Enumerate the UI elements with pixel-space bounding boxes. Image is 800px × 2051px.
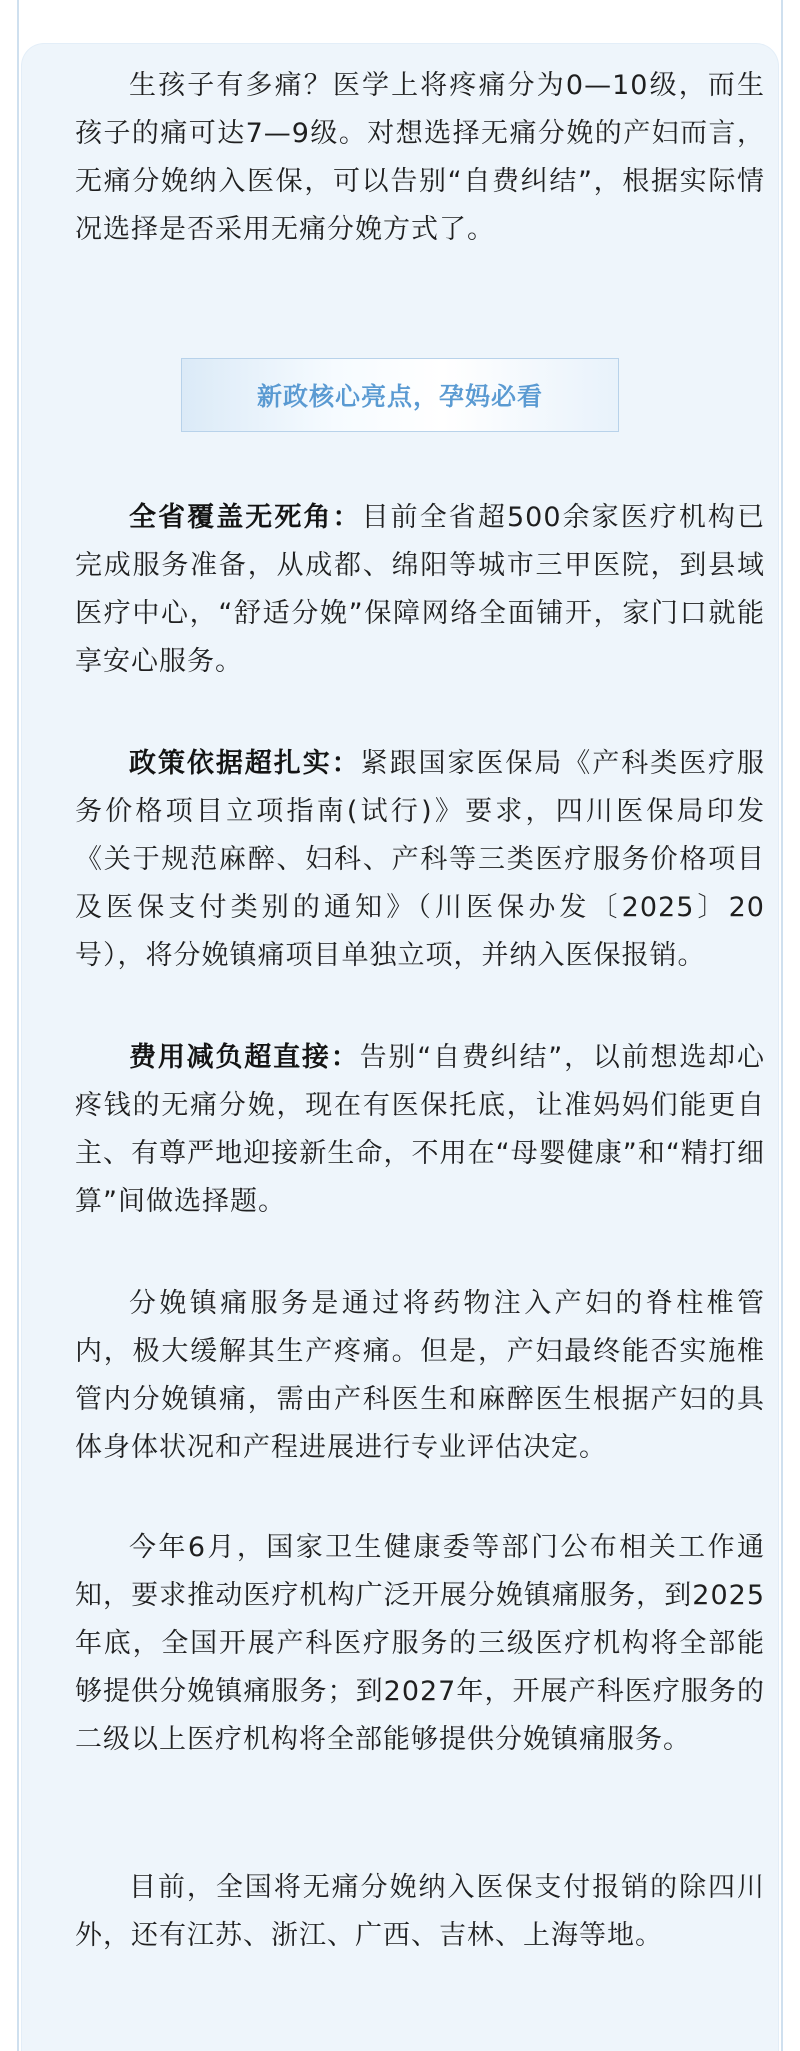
section-heading-box [181,358,619,432]
highlight-paragraph-policy [75,740,765,980]
body-paragraph-provinces: 目前，全国将无痛分娩纳入医保支付报销的除四川外，还有江苏、浙江、广西、吉林、上海等地。 [75,1872,765,1951]
highlight-text: 告别“自费纠结”，以前想选却心疼钱的无痛分娩，现在有医保托底，让准妈妈们能更自主、有尊严地迎接新生命，不用在“母婴健康”和“精打细算”间做选择题。 [75,1042,766,1217]
body-paragraph-epidural: 分娩镇痛服务是通过将药物注入产妇的脊柱椎管内，极大缓解其生产疼痛。但是，产妇最终能否实施椎管内分娩镇痛，需由产科医生和麻醉医生根据产妇的具体身体状况和产程进展进行专业评估决定。 [75,1288,765,1463]
highlight-text: 目前全省超500余家医疗机构已完成服务准备，从成都、绵阳等城市三甲医院，到县域医疗中心，“舒适分娩”保障网络全面铺开，家门口就能享安心服务。 [75,502,765,677]
intro-paragraph: 生孩子有多痛？医学上将疼痛分为0—10级，而生孩子的痛可达7—9级。对想选择无痛分娩的产妇而言，无痛分娩纳入医保，可以告别“自费纠结”，根据实际情况选择是否采用无痛分娩方式了。 [75,70,765,245]
highlight-paragraph-coverage [75,494,765,686]
section-heading: 新政核心亮点，孕妈必看 [256,382,543,411]
highlight-paragraph-cost [75,1034,765,1226]
right-border-line [781,0,783,2051]
highlight-label: 全省覆盖无死角： [129,502,362,533]
highlight-label: 政策依据超扎实： [129,748,361,779]
left-border-line [17,0,19,2051]
highlight-label: 费用减负超直接： [129,1042,360,1073]
body-paragraph-notice: 今年6月，国家卫生健康委等部门公布相关工作通知，要求推动医疗机构广泛开展分娩镇痛服务，到2025年底，全国开展产科医疗服务的三级医疗机构将全部能够提供分娩镇痛服务；到2027年，开展产科医疗服务的二级以上医疗机构将全部能够提供分娩镇痛服务。 [75,1532,765,1755]
highlight-text: 紧跟国家医保局《产科类医疗服务价格项目立项指南(试行)》要求，四川医保局印发《关于规范麻醉、妇科、产科等三类医疗服务价格项目及医保支付类别的通知》（川医保办发〔2025〕20号），将分娩镇痛项目单独立项，并纳入医保报销。 [75,748,766,971]
